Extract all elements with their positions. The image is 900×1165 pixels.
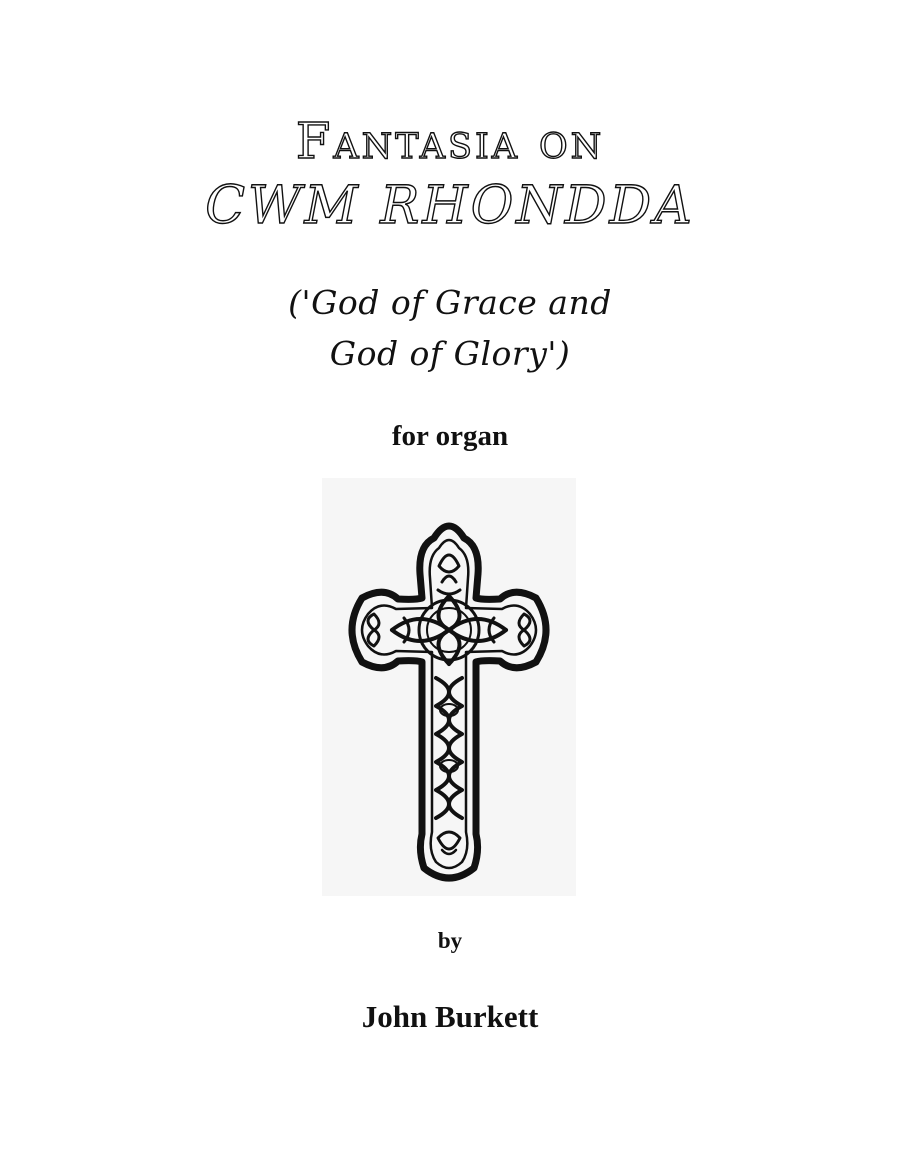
cross-illustration: [322, 478, 576, 896]
celtic-cross-icon: [322, 478, 576, 896]
subtitle-line-1: ('God of Grace and: [288, 283, 612, 322]
subtitle-line-2: God of Glory'): [329, 334, 571, 373]
byline: by: [437, 928, 463, 953]
title-line-2: CWM RHONDDA: [205, 176, 695, 236]
title-line-1: Fantasia on: [295, 112, 605, 170]
instrumentation: for organ: [391, 420, 509, 452]
composer-name: John Burkett: [361, 999, 539, 1034]
